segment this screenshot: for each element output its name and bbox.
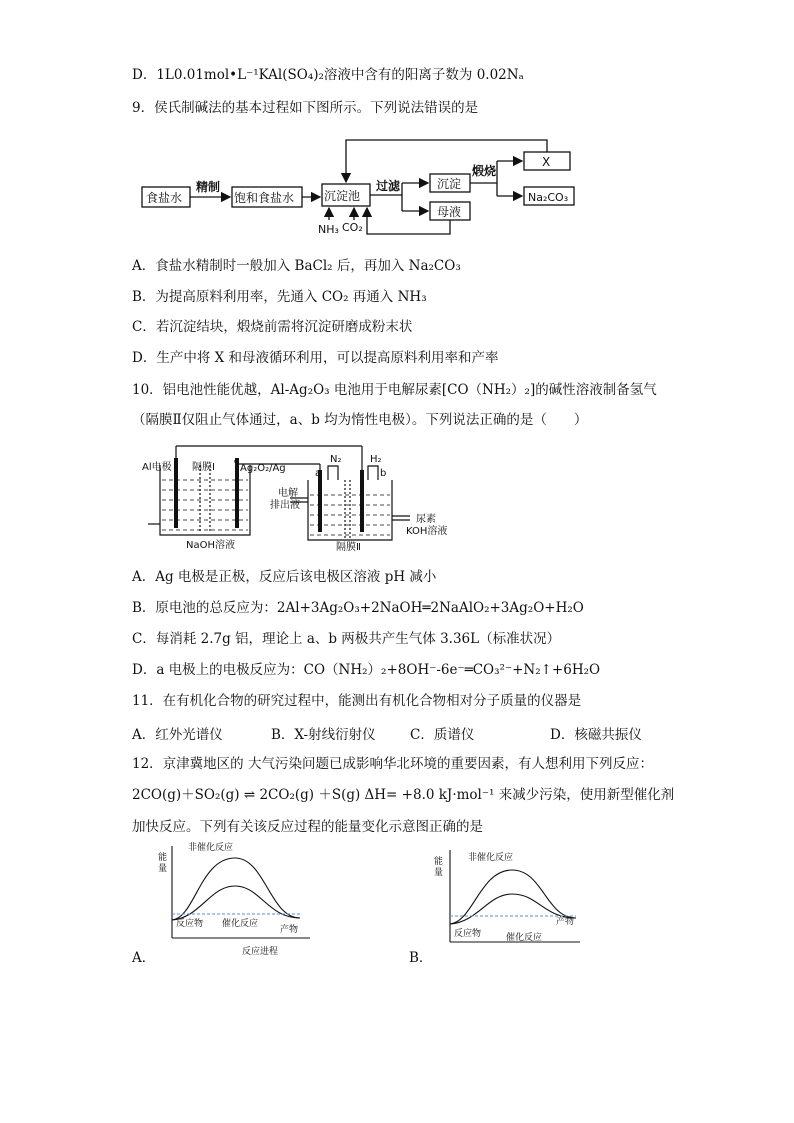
graph-a-yaxis-1: 能 (158, 853, 168, 863)
graph-a-cat-label: 催化反应 (222, 919, 259, 929)
q12-graph-a (150, 838, 320, 960)
graph-b-cat-label: 催化反应 (506, 933, 543, 943)
q8-option-d: D．1L0.01mol•L⁻¹KAl(SO₄)₂溶液中含有的阳离子数为 0.02Nₐ (132, 67, 524, 83)
label-urea: 尿素 (416, 514, 436, 525)
q12-option-b-label: B． (409, 950, 433, 966)
flow-box-precipitation-tank: 沉淀池 (324, 189, 361, 203)
label-membrane-1: 隔膜Ⅰ (192, 462, 215, 473)
flow-box-brine: 食盐水 (146, 191, 183, 205)
q11-option-c: C．质谱仪 (410, 727, 475, 743)
flow-box-saturated-brine: 饱和食盐水 (234, 191, 295, 205)
flow-arrow-refine: 精制 (196, 180, 221, 194)
q10-option-d: D．a 电极上的电极反应为：CO（NH₂）₂+8OH⁻-6e⁻═CO₃²⁻+N₂↑+6H₂O (132, 662, 601, 678)
q10-option-b: B．原电池的总反应为：2Al+3Ag₂O₃+2NaOH═2NaAlO₂+3Ag₂O+H₂O (132, 600, 584, 616)
graph-b-noncat-label: 非催化反应 (468, 853, 514, 863)
label-ag-electrode: Ag₂O₂/Ag (240, 463, 286, 474)
flow-arrow-filter: 过滤 (376, 179, 401, 193)
graph-b-yaxis-2: 量 (434, 868, 444, 878)
q10-stem-line1: 10．铝电池性能优越，Al-Ag₂O₃ 电池用于电解尿素[CO（NH₂）₂]的碱性溶液制备氢气 (132, 382, 657, 398)
q12-option-a-label: A． (132, 950, 156, 966)
flow-input-co2: CO₂ (342, 221, 363, 234)
graph-a-yaxis-2: 量 (158, 864, 168, 874)
q11-option-b: B．X-射线衍射仪 (271, 727, 376, 743)
label-al-electrode: Al电极 (142, 462, 172, 473)
q10-option-a: A．Ag 电极是正极，反应后该电极区溶液 pH 减小 (132, 569, 437, 585)
q12-graph-b (428, 842, 588, 954)
flow-arrow-calcine: 煅烧 (472, 164, 497, 178)
q12-stem-line1: 12．京津冀地区的 大气污染问题已成影响华北环境的重要因素，有人想利用下列反应： (132, 756, 653, 772)
q11-stem: 11．在有机化合物的研究过程中，能测出有机化合物相对分子质量的仪器是 (132, 693, 582, 709)
flow-box-na2co3: Na₂CO₃ (528, 191, 569, 204)
graph-a-reactant-label: 反应物 (176, 919, 204, 929)
flow-box-x: X (542, 155, 551, 169)
label-electrode-a: a (315, 468, 322, 479)
q10-electrolysis-diagram (140, 440, 470, 552)
flow-box-precipitate: 沉淀 (437, 177, 462, 191)
q11-option-d: D．核磁共振仪 (550, 727, 642, 743)
label-n2: N₂ (330, 454, 342, 465)
graph-a-xaxis-label: 反应进程 (242, 947, 279, 957)
q9-option-c: C．若沉淀结块，煅烧前需将沉淀研磨成粉末状 (132, 319, 413, 335)
q9-option-b: B．为提高原料利用率，先通入 CO₂ 再通入 NH₃ (132, 289, 427, 305)
label-electrode-b: b (380, 468, 387, 479)
q9-option-d: D．生产中将 X 和母液循环利用，可以提高原料利用率和产率 (132, 350, 499, 366)
flow-box-mother-liquor: 母液 (437, 205, 462, 219)
label-drain-1: 电解 (278, 488, 298, 499)
q11-option-a: A．红外光谱仪 (132, 727, 223, 743)
graph-a-noncat-label: 非催化反应 (188, 843, 234, 853)
q10-stem-line2: （隔膜Ⅱ仅阻止气体通过，a、b 均为惰性电极）。下列说法正确的是（ ） (132, 412, 588, 428)
label-drain-2: 排出液 (270, 500, 300, 511)
q12-stem-line3: 加快反应。下列有关该反应过程的能量变化示意图正确的是 (132, 819, 483, 835)
q9-stem: 9．侯氏制碱法的基本过程如下图所示。下列说法错误的是 (132, 100, 479, 116)
flow-input-nh3: NH₃ (318, 223, 339, 236)
graph-b-product-label: 产物 (556, 917, 575, 927)
graph-b-reactant-label: 反应物 (454, 929, 482, 939)
q10-option-c: C．每消耗 2.7g 铝，理论上 a、b 两极共产生气体 3.36L（标准状况） (132, 631, 561, 647)
graph-b-yaxis-1: 能 (434, 857, 444, 867)
label-naoh-solution: NaOH溶液 (186, 540, 235, 551)
q9-option-a: A．食盐水精制时一般加入 BaCl₂ 后，再加入 Na₂CO₃ (132, 258, 461, 274)
q12-stem-line2: 2CO(g)＋SO₂(g) ⇌ 2CO₂(g) ＋S(g) ΔH= +8.0 kJ·mol⁻¹ 来减少污染，使用新型催化剂 (132, 787, 675, 803)
label-membrane-2: 隔膜Ⅱ (336, 542, 361, 552)
label-koh-solution: KOH溶液 (406, 526, 448, 537)
q9-flow-diagram (132, 132, 582, 242)
label-h2: H₂ (370, 454, 382, 465)
graph-a-product-label: 产物 (280, 925, 299, 935)
